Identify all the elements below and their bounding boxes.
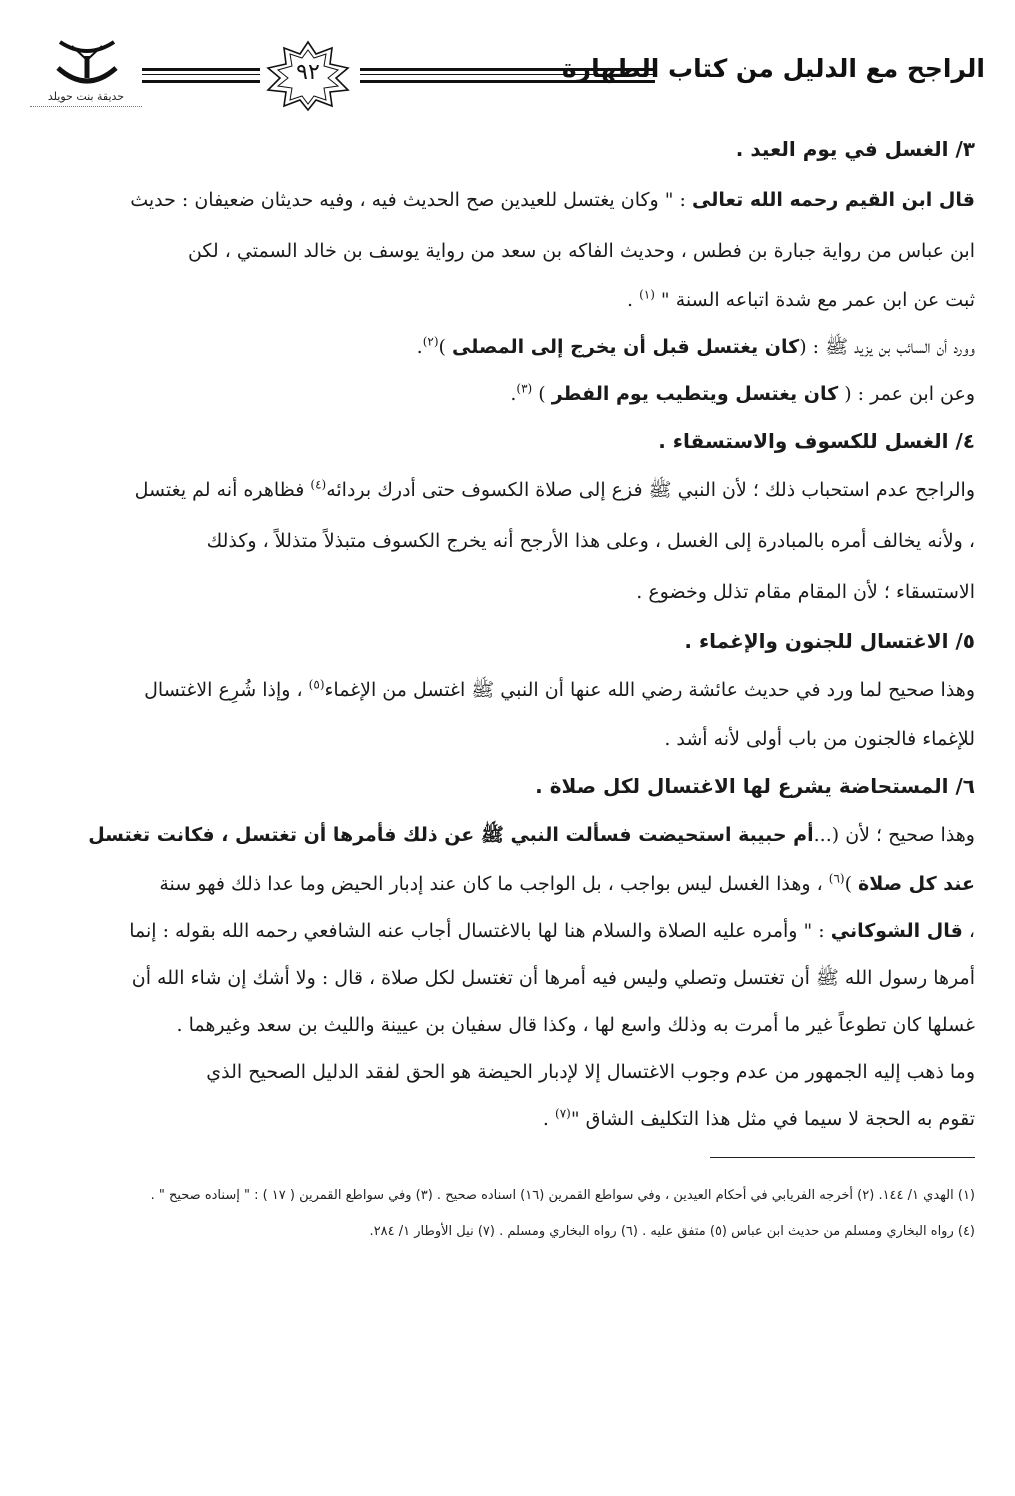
hadith-quote: كان يغتسل ويتطيب يوم الفطر <box>551 383 839 405</box>
section-heading <box>80 763 975 810</box>
text-line <box>80 810 975 861</box>
line-text-end: . <box>416 336 423 358</box>
line-text-after: ) <box>438 336 452 358</box>
hadith-quote: كان يغتسل قبل أن يخرج إلى المصلى <box>452 336 800 358</box>
text-line <box>80 665 975 716</box>
hadith-quote: أم حبيبة استحيضت فسألت النبي ﷺ عن ذلك فأمرها أن تغتسل ، فكانت تغتسل <box>88 824 814 846</box>
text-line <box>80 226 975 277</box>
line-text-start: ، <box>962 920 975 942</box>
line-text: الاستسقاء ؛ لأن المقام مقام تذلل وخضوع . <box>636 581 975 603</box>
footnote-marker: (٦) <box>828 871 845 886</box>
text-line <box>80 324 975 371</box>
footnote-marker: (٣) <box>516 381 533 396</box>
line-text: وورد أن السائب بن يزيد ﷺ : ( <box>799 336 975 358</box>
logo-underline <box>30 106 142 111</box>
line-text: وهذا صحيح لما ورد في حديث عائشة رضي الله عنها أن النبي ﷺ اغتسل من الإغماء <box>324 679 975 701</box>
section-heading <box>80 124 975 175</box>
line-text: وما ذهب إليه الجمهور من عدم وجوب الاغتسال إلا لإدبار الحيضة هو الحق لفقد الدليل الصحيح الذي <box>206 1061 975 1083</box>
line-text: وهذا صحيح ؛ لأن (... <box>813 824 975 846</box>
line-text: غسلها كان تطوعاً غير ما أمرت به وذلك واسع لها ، وكذا قال سفيان بن عيينة والليث بن سعد وغيرهما . <box>176 1014 975 1036</box>
footnote-separator <box>710 1157 975 1158</box>
text-line <box>80 1049 975 1096</box>
page-header <box>30 30 985 120</box>
text-line <box>80 1096 975 1143</box>
footnote-line: (٤) رواه البخاري ومسلم من حديث ابن عباس (٥) متفق عليه . (٦) رواه البخاري ومسلم . (٧) نيل الأوطار ١/ ٢٨٤. <box>369 1224 975 1239</box>
footnote-marker: (٢) <box>422 334 439 349</box>
line-text: : " وأمره عليه الصلاة والسلام هنا لها بالاغتسال أجاب عنه الشافعي رحمه الله بقوله : إنما <box>129 920 831 942</box>
text-line <box>80 371 975 418</box>
line-text-end: . <box>542 1108 555 1130</box>
logo-mark-icon <box>52 38 122 90</box>
line-text: ثبت عن ابن عمر مع شدة اتباعه السنة " <box>654 289 975 311</box>
line-text: ابن عباس من رواية جبارة بن فطس ، وحديث الفاكه بن سعد من رواية يوسف بن خالد السمتي ، لكن <box>187 240 975 262</box>
line-text: للإغماء فالجنون من باب أولى لأنه أشد . <box>664 728 975 750</box>
footnotes <box>80 1178 975 1250</box>
text-line <box>80 465 975 516</box>
line-text: : " وكان يغتسل للعيدين صح الحديث فيه ، وفيه حديثان ضعيفان : حديث <box>130 189 692 211</box>
line-text: ، ولأنه يخالف أمره بالمبادرة إلى الغسل ، وعلى هذا الأرجح أنه يخرج الكسوف متبذلاً متذللاً ، وكذلك <box>206 530 975 552</box>
line-text: تقوم به الحجة لا سيما في مثل هذا التكليف الشاق " <box>570 1108 975 1130</box>
footnote-line: (١) الهدي ١/ ١٤٤. (٢) أخرجه الفريابي في أحكام العيدين ، وفي سواطع القمرين (١٦) اسناده صحيح . (٣) وفي سواطع القمرين ( ١٧ ) : " إسناده صحيح " . <box>150 1188 975 1203</box>
book-title: الراجح مع الدليل من كتاب الطهارة <box>561 54 985 83</box>
heading-text: ٥/ الاغتسال للجنون والإغماء . <box>684 629 975 653</box>
text-line <box>80 908 975 955</box>
footnote-marker: (٧) <box>555 1106 571 1121</box>
body-text <box>80 124 975 1143</box>
footnote-marker: (٤) <box>310 477 327 492</box>
footnote-marker: (٥) <box>308 677 325 692</box>
text-line <box>80 955 975 1002</box>
hadith-quote: عند كل صلاة <box>858 873 975 895</box>
line-text-end: . <box>626 289 640 311</box>
logo-text: حديقة بنت حويلد <box>47 90 125 103</box>
line-text: ، وهذا الغسل ليس بواجب ، بل الواجب ما كان عند إدبار الحيض وما عدا ذلك فهو سنة <box>159 873 829 895</box>
text-line <box>80 175 975 226</box>
heading-text: ٣/ الغسل في يوم العيد . <box>735 137 975 161</box>
footnote-marker: (١) <box>639 287 655 302</box>
text-line <box>80 861 975 908</box>
text-line <box>80 567 975 618</box>
line-text: والراجح عدم استحباب ذلك ؛ لأن النبي ﷺ فزع إلى صلاة الكسوف حتى أدرك بردائه <box>326 479 975 501</box>
bold-phrase: قال ابن القيم رحمه الله تعالى <box>691 189 975 211</box>
heading-text: ٦/ المستحاضة يشرع لها الاغتسال لكل صلاة . <box>535 774 975 798</box>
publisher-logo <box>30 38 142 118</box>
line-text: أمرها رسول الله ﷺ أن تغتسل وتصلي وليس فيه أمرها أن تغتسل لكل صلاة ، قال : ولا أشك إن شاء الله أن <box>131 967 975 989</box>
line-text: وعن ابن عمر : ( <box>838 383 975 405</box>
text-line <box>80 277 975 324</box>
section-heading <box>80 418 975 465</box>
line-text-end: ، وإذا شُرِع الاغتسال <box>144 679 309 701</box>
text-line <box>80 716 975 763</box>
section-heading <box>80 618 975 665</box>
line-text-end: فظاهره أنه لم يغتسل <box>134 479 311 501</box>
bold-phrase: قال الشوكاني <box>830 920 963 942</box>
header-rule-left <box>142 68 260 83</box>
text-line <box>80 516 975 567</box>
line-text-after: ) <box>532 383 552 405</box>
line-text-after: ) <box>844 873 859 895</box>
heading-text: ٤/ الغسل للكسوف والاستسقاء . <box>658 429 975 453</box>
line-text-end: . <box>510 383 517 405</box>
text-line <box>80 1002 975 1049</box>
page-number: ٩٢ <box>296 60 320 85</box>
